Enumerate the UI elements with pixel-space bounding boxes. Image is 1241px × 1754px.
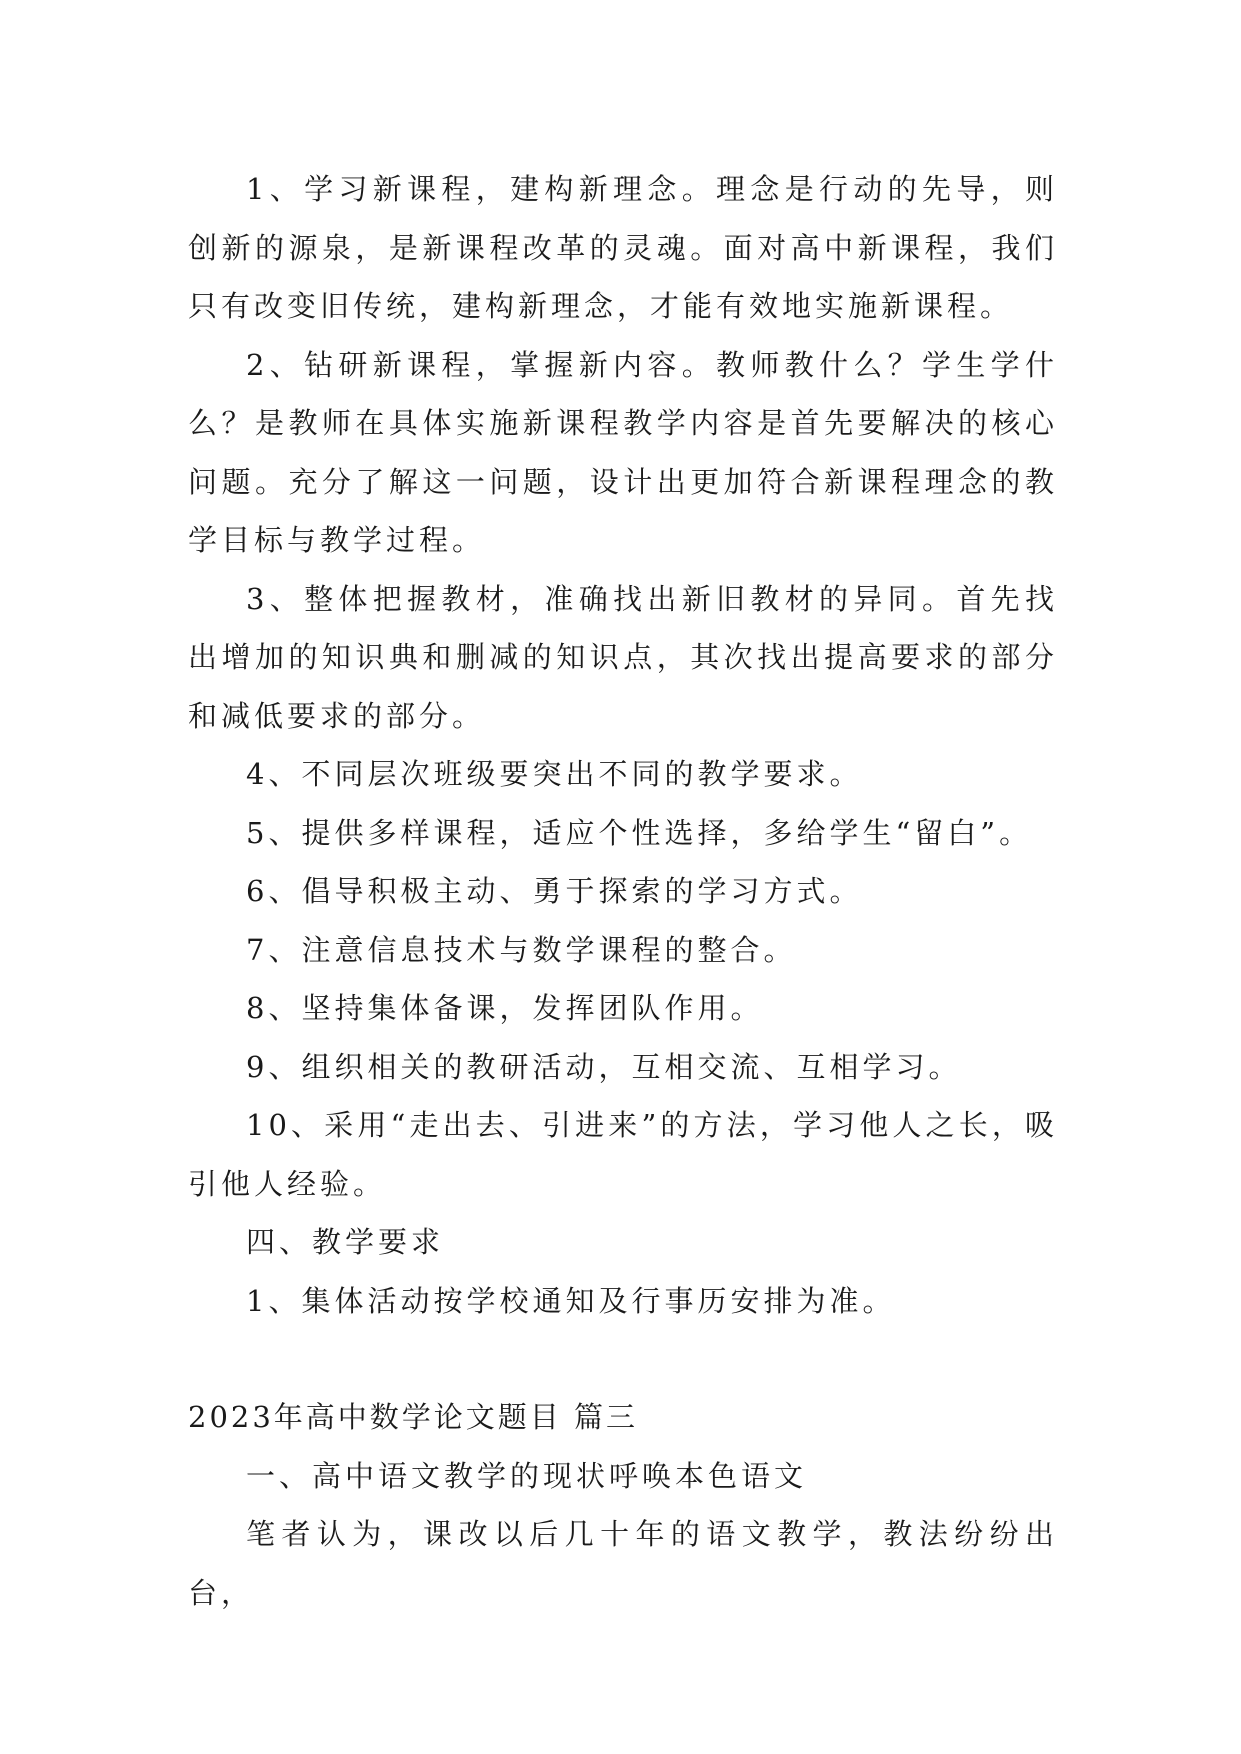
paragraph-3: 3、整体把握教材，准确找出新旧教材的异同。首先找出增加的知识典和删减的知识点，其次找出提高要求的部分和减低要求的部分。: [188, 581, 1058, 733]
paragraph-requirement-1: 1、集体活动按学校通知及行事历安排为准。: [246, 1283, 896, 1318]
paragraph-4: 4、不同层次班级要突出不同的教学要求。: [246, 757, 863, 791]
section-subheading: 四、教学要求: [246, 1225, 445, 1259]
paragraph-1: 1、学习新课程，建构新理念。理念是行动的先导，则创新的源泉，是新课程改革的灵魂。面对高中新课程，我们只有改变旧传统，建构新理念，才能有效地实施新课程。: [188, 172, 1058, 323]
paragraph-7: 7、注意信息技术与数学课程的整合。: [246, 932, 797, 967]
paragraph-10: 10、采用“走出去、引进来”的方法，学习他人之长，吸引他人经验。: [188, 1108, 1058, 1201]
paragraph-5: 5、提供多样课程，适应个性选择，多给学生“留白”。: [246, 815, 1033, 850]
document-body: [188, 160, 1058, 1622]
paragraph-chinese-2: 笔者认为，课改以后几十年的语文教学，教法纷纷出台，: [188, 1517, 1058, 1610]
paragraph-2: 2、钻研新课程，掌握新内容。教师教什么？学生学什么？是教师在具体实施新课程教学内容是首先要解决的核心问题。充分了解这一问题，设计出更加符合新课程理念的教学目标与教学过程。: [188, 347, 1058, 557]
paragraph-9: 9、组织相关的教研活动，互相交流、互相学习。: [246, 1049, 962, 1084]
section-heading: 2023年高中数学论文题目 篇三: [188, 1400, 639, 1434]
paragraph-6: 6、倡导积极主动、勇于探索的学习方式。: [246, 874, 863, 908]
section-gap: [188, 1330, 1058, 1388]
paragraph-chinese-1: 一、高中语文教学的现状呼唤本色语文: [246, 1458, 808, 1493]
paragraph-8: 8、坚持集体备课，发挥团队作用。: [246, 991, 764, 1025]
